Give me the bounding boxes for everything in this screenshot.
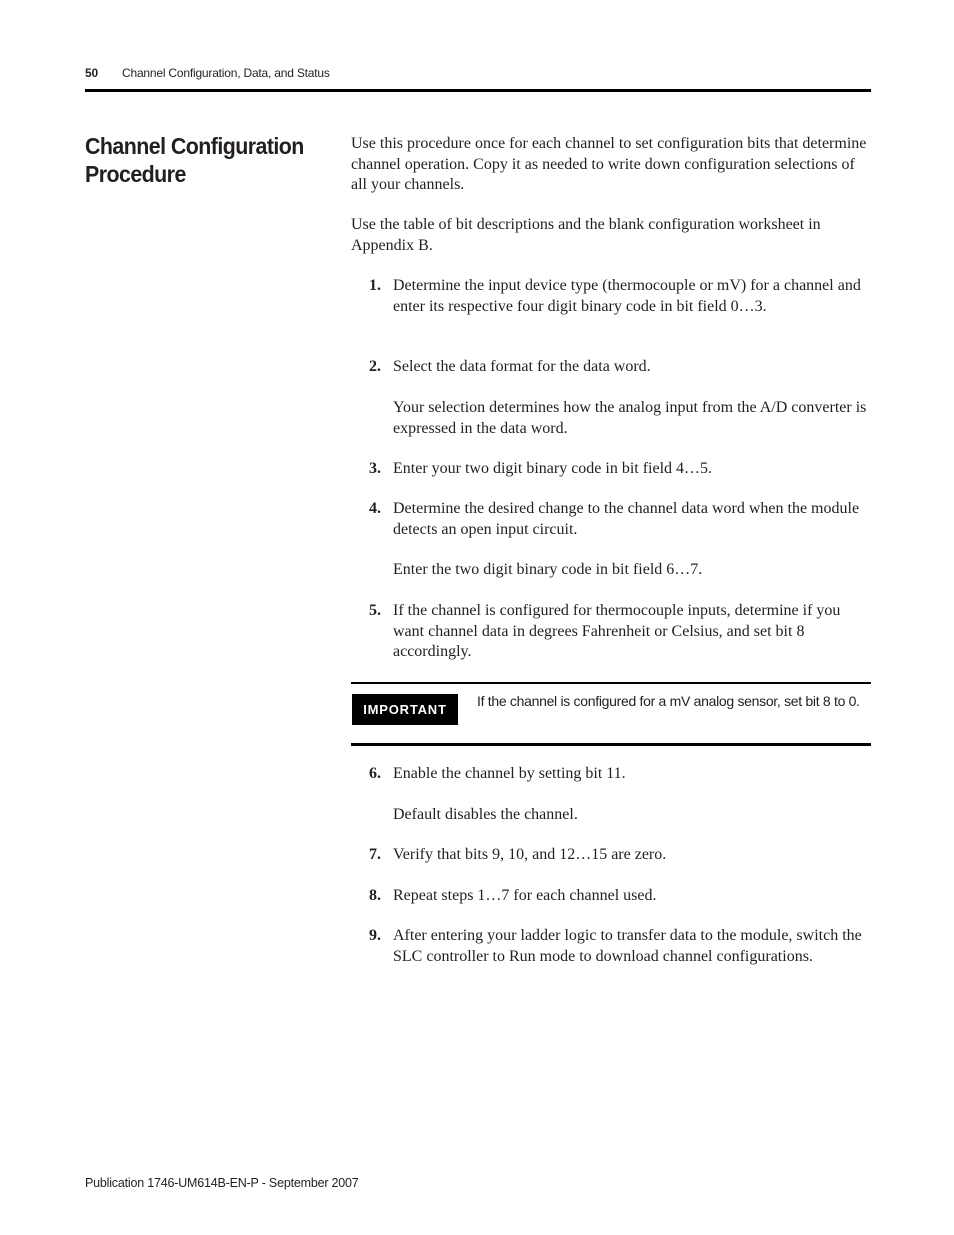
step-text: Repeat steps 1…7 for each channel used.: [393, 887, 657, 904]
intro-paragraph-1: Use this procedure once for each channel to set configuration bits that determine channel operation. Copy it as needed to write down configuration selections of all your channels.: [351, 135, 867, 193]
important-top-rule: [351, 682, 871, 684]
publication-footer: Publication 1746-UM614B-EN-P - September 2007: [85, 1176, 359, 1190]
step-text: Select the data format for the data word.: [393, 358, 651, 375]
section-title: Channel Configuration Procedure: [85, 133, 304, 187]
step-number: 6.: [369, 765, 381, 782]
page-header: [85, 66, 330, 80]
step-number: 7.: [369, 846, 381, 863]
page-number: 50: [85, 66, 98, 80]
step-number: 3.: [369, 460, 381, 477]
step-text: Enable the channel by setting bit 11.: [393, 765, 626, 782]
important-label: IMPORTANT: [352, 694, 458, 725]
important-text: If the channel is configured for a mV analog sensor, set bit 8 to 0.: [477, 693, 860, 709]
step-2-note: Your selection determines how the analog input from the A/D converter is expressed in the data word.: [393, 399, 867, 437]
step-text: Determine the input device type (thermocouple or mV) for a channel and enter its respective four digit binary code in bit field 0…3.: [393, 277, 861, 315]
step-4-note: Enter the two digit binary code in bit field 6…7.: [393, 561, 703, 578]
step-text: Enter your two digit binary code in bit field 4…5.: [393, 460, 713, 477]
step-number: 4.: [369, 500, 381, 517]
step-text: Determine the desired change to the channel data word when the module detects an open input circuit.: [393, 500, 860, 538]
step-text: Verify that bits 9, 10, and 12…15 are zero.: [393, 846, 667, 863]
step-number: 5.: [369, 602, 381, 619]
step-number: 1.: [369, 277, 381, 294]
step-text: If the channel is configured for thermocouple inputs, determine if you want channel data in degrees Fahrenheit or Celsius, and set bit 8 accordingly.: [393, 602, 841, 660]
step-number: 2.: [369, 358, 381, 375]
step-number: 8.: [369, 887, 381, 904]
important-bottom-rule: [351, 743, 871, 746]
step-text: After entering your ladder logic to transfer data to the module, switch the SLC controller to Run mode to download channel configurations.: [393, 927, 862, 965]
intro-paragraph-2: Use the table of bit descriptions and the blank configuration worksheet in Appendix B.: [351, 216, 821, 254]
chapter-title: Channel Configuration, Data, and Status: [122, 66, 330, 80]
header-rule: [85, 89, 871, 92]
step-number: 9.: [369, 927, 381, 944]
step-6-note: Default disables the channel.: [393, 806, 578, 823]
